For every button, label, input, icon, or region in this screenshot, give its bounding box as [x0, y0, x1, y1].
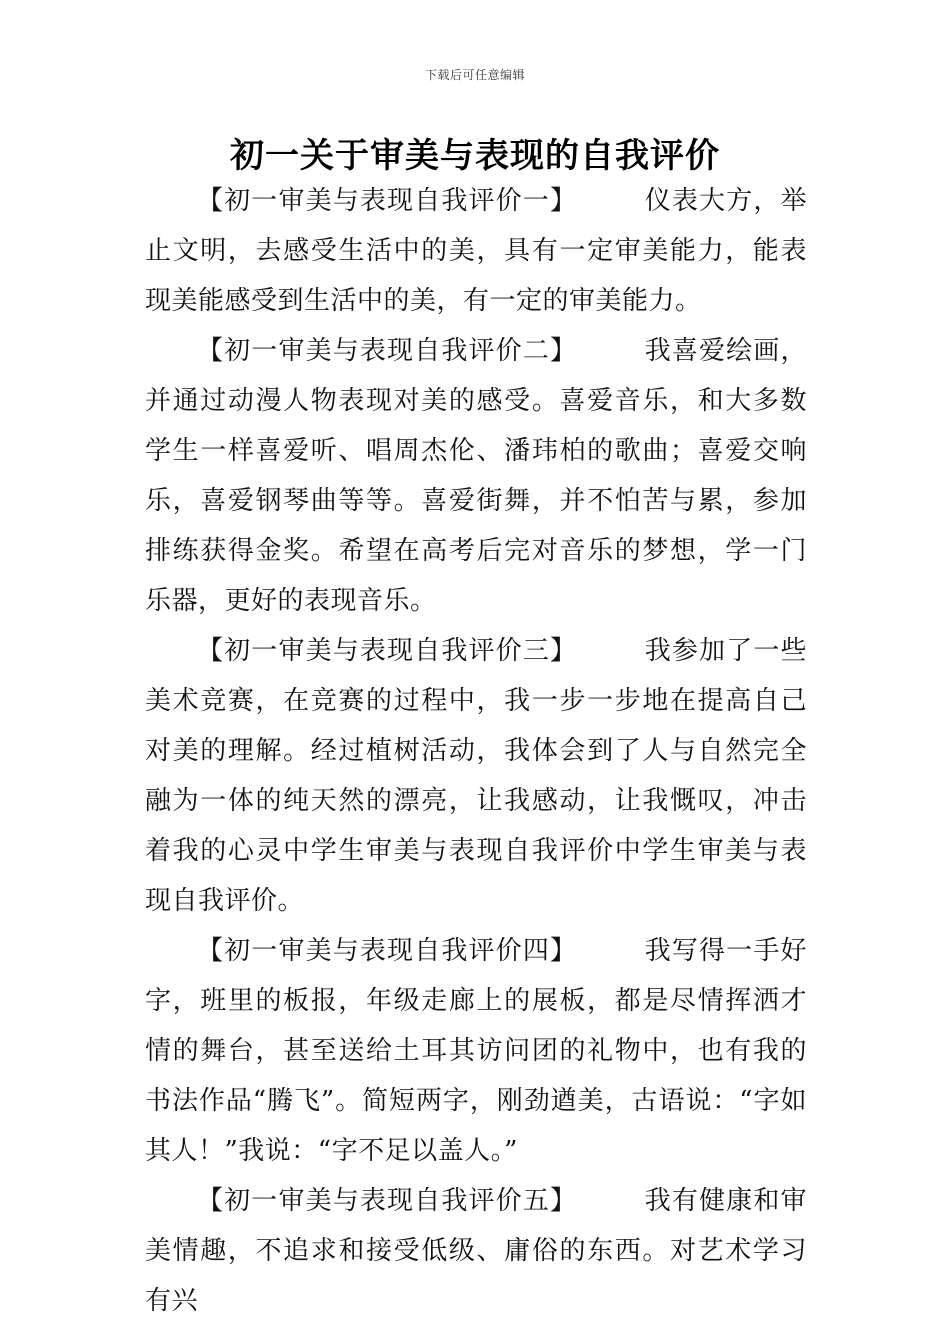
section-heading-1: 【初一审美与表现自我评价一】 [197, 186, 578, 216]
section-heading-3: 【初一审美与表现自我评价三】 [197, 636, 578, 666]
section-text-1: 仪表大方，举止文明，去感受生活中的美，具有一定审美能力，能表现美能感受到生活中的美，有一定的审美能力。 [145, 186, 807, 316]
section-heading-2: 【初一审美与表现自我评价二】 [197, 336, 578, 366]
document-title: 初一关于审美与表现的自我评价 [230, 136, 720, 176]
document-body [145, 176, 807, 1326]
paragraph-1 [145, 176, 807, 326]
paragraph-4 [145, 926, 807, 1176]
paragraph-5 [145, 1176, 807, 1326]
paragraph-3 [145, 626, 807, 926]
section-heading-4: 【初一审美与表现自我评价四】 [197, 936, 578, 966]
section-text-4: 我写得一手好字，班里的板报，年级走廊上的展板，都是尽情挥洒才情的舞台，甚至送给土耳其访问团的礼物中，也有我的书法作品“腾飞”。简短两字，刚劲遒美，古语说：“字如其人！”我说：“字不足以盖人。” [145, 936, 807, 1166]
header-note: 下载后可任意编辑 [424, 68, 525, 82]
section-heading-5: 【初一审美与表现自我评价五】 [197, 1186, 578, 1216]
section-text-5: 我有健康和审美情趣，不追求和接受低级、庸俗的东西。对艺术学习有兴 [145, 1186, 807, 1316]
paragraph-2 [145, 326, 807, 626]
section-text-2: 我喜爱绘画，并通过动漫人物表现对美的感受。喜爱音乐，和大多数学生一样喜爱听、唱周杰伦、潘玮柏的歌曲；喜爱交响乐，喜爱钢琴曲等等。喜爱街舞，并不怕苦与累，参加排练获得金奖。希望在高考后完对音乐的梦想，学一门乐器，更好的表现音乐。 [145, 336, 807, 616]
section-text-3: 我参加了一些美术竞赛，在竞赛的过程中，我一步一步地在提高自己对美的理解。经过植树活动，我体会到了人与自然完全融为一体的纯天然的漂亮，让我感动，让我慨叹，冲击着我的心灵中学生审美与表现自我评价中学生审美与表现自我评价。 [145, 636, 807, 916]
